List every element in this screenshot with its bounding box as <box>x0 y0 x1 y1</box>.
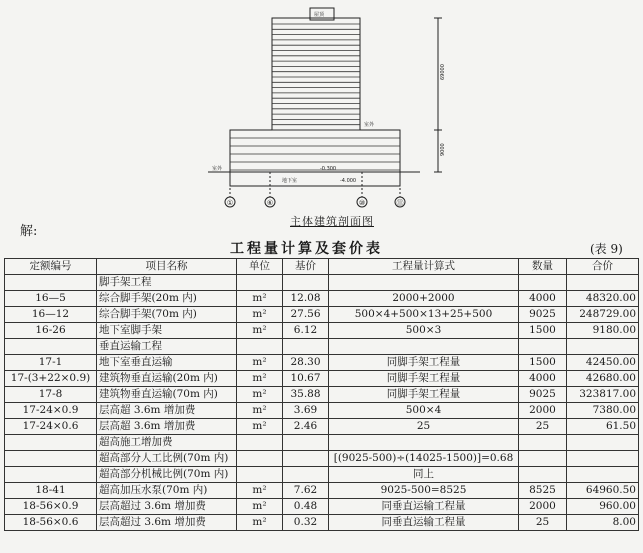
cell-total <box>567 339 639 355</box>
cell-formula: 同脚手架工程量 <box>329 371 519 387</box>
drawing-caption: 主体建筑剖面图 <box>290 215 374 228</box>
cell-formula: 25 <box>329 419 519 435</box>
cell-total: 42680.00 <box>567 371 639 387</box>
cell-price: 7.62 <box>283 483 329 499</box>
cell-code: 16—5 <box>5 291 97 307</box>
cell-name: 建筑物垂直运输(20m 内) <box>97 371 237 387</box>
table-row <box>5 467 639 483</box>
cell-formula: 同上 <box>329 467 519 483</box>
cell-unit <box>237 435 283 451</box>
cell-price: 28.30 <box>283 355 329 371</box>
cell-total: 323817.00 <box>567 387 639 403</box>
cell-unit <box>237 467 283 483</box>
cell-name: 建筑物垂直运输(70m 内) <box>97 387 237 403</box>
table-row <box>5 451 639 467</box>
col-header-formula: 工程量计算式 <box>329 259 519 275</box>
cell-name: 地下室垂直运输 <box>97 355 237 371</box>
cell-qty <box>519 435 567 451</box>
cell-code <box>5 435 97 451</box>
cell-price <box>283 435 329 451</box>
cell-code: 16—12 <box>5 307 97 323</box>
level-a: -0.300 <box>320 166 337 172</box>
cell-code: 17-(3+22×0.9) <box>5 371 97 387</box>
cell-formula: 500×4+500×13+25+500 <box>329 307 519 323</box>
cell-qty <box>519 451 567 467</box>
cell-formula: 同脚手架工程量 <box>329 387 519 403</box>
table-header-row <box>5 259 639 275</box>
cell-formula: 500×4 <box>329 403 519 419</box>
table-row <box>5 483 639 499</box>
table-title: 工程量计算及套价表 <box>230 241 383 257</box>
cell-unit: m² <box>237 323 283 339</box>
col-header-name: 项目名称 <box>97 259 237 275</box>
cell-unit <box>237 275 283 291</box>
cell-total <box>567 451 639 467</box>
cell-total: 9180.00 <box>567 323 639 339</box>
cell-name: 超高施工增加费 <box>97 435 237 451</box>
cell-formula: 9025-500=8525 <box>329 483 519 499</box>
cell-formula <box>329 339 519 355</box>
table-row <box>5 387 639 403</box>
cell-unit: m² <box>237 499 283 515</box>
axis-label-4: ⑪ <box>396 199 404 207</box>
cell-qty: 1500 <box>519 323 567 339</box>
cell-total: 61.50 <box>567 419 639 435</box>
section-drawing <box>0 0 643 215</box>
cell-unit: m² <box>237 419 283 435</box>
cell-unit: m² <box>237 355 283 371</box>
cell-total <box>567 275 639 291</box>
cell-name: 层高超 3.6m 增加费 <box>97 419 237 435</box>
cell-formula <box>329 275 519 291</box>
cell-unit: m² <box>237 291 283 307</box>
cell-total: 248729.00 <box>567 307 639 323</box>
table-row <box>5 323 639 339</box>
cell-unit: m² <box>237 307 283 323</box>
cell-qty <box>519 467 567 483</box>
table-row <box>5 419 639 435</box>
table-number: (表 9) <box>590 242 623 256</box>
cell-price: 27.56 <box>283 307 329 323</box>
cell-qty: 1500 <box>519 355 567 371</box>
cell-name: 层高超过 3.6m 增加费 <box>97 515 237 531</box>
col-header-unit: 单位 <box>237 259 283 275</box>
table-row <box>5 499 639 515</box>
right-dim-upper: 69000 <box>440 64 446 80</box>
cell-price: 35.88 <box>283 387 329 403</box>
table-row <box>5 291 639 307</box>
cell-price: 0.32 <box>283 515 329 531</box>
table-row <box>5 435 639 451</box>
cell-name: 超高部分机械比例(70m 内) <box>97 467 237 483</box>
cell-formula: 同垂直运输工程量 <box>329 515 519 531</box>
cell-qty: 25 <box>519 419 567 435</box>
cell-total <box>567 435 639 451</box>
table-row <box>5 275 639 291</box>
cell-qty: 9025 <box>519 307 567 323</box>
podium-outline <box>230 130 400 172</box>
cell-qty: 25 <box>519 515 567 531</box>
cell-price <box>283 275 329 291</box>
cell-code: 17-8 <box>5 387 97 403</box>
cell-price: 2.46 <box>283 419 329 435</box>
cell-total: 48320.00 <box>567 291 639 307</box>
cell-unit: m² <box>237 515 283 531</box>
podium-label: 室外 <box>364 122 375 128</box>
cell-qty: 4000 <box>519 291 567 307</box>
cell-code: 16-26 <box>5 323 97 339</box>
cell-unit: m² <box>237 387 283 403</box>
cell-total: 7380.00 <box>567 403 639 419</box>
cell-formula <box>329 435 519 451</box>
cell-unit: m² <box>237 371 283 387</box>
basement-outline <box>230 172 400 186</box>
cell-code <box>5 339 97 355</box>
cell-unit <box>237 451 283 467</box>
cell-price <box>283 339 329 355</box>
cell-qty <box>519 339 567 355</box>
table-row <box>5 339 639 355</box>
level-b: -4.000 <box>340 178 357 184</box>
cell-name: 层高超 3.6m 增加费 <box>97 403 237 419</box>
axis-label-2: ⑥ <box>266 199 274 207</box>
cell-name: 层高超过 3.6m 增加费 <box>97 499 237 515</box>
axis-label-1: ① <box>226 199 234 207</box>
cell-name: 脚手架工程 <box>97 275 237 291</box>
table-row <box>5 355 639 371</box>
right-dim-lower: 9000 <box>440 143 446 156</box>
cell-price: 6.12 <box>283 323 329 339</box>
cell-unit: m² <box>237 483 283 499</box>
cell-total: 8.00 <box>567 515 639 531</box>
col-header-price: 基价 <box>283 259 329 275</box>
cell-code <box>5 467 97 483</box>
cell-code: 18-41 <box>5 483 97 499</box>
col-header-total: 合价 <box>567 259 639 275</box>
cell-code: 17-24×0.9 <box>5 403 97 419</box>
cell-total: 42450.00 <box>567 355 639 371</box>
cell-formula: 500×3 <box>329 323 519 339</box>
cell-price <box>283 467 329 483</box>
cell-code <box>5 275 97 291</box>
cell-name: 综合脚手架(70m 内) <box>97 307 237 323</box>
cell-qty: 2000 <box>519 499 567 515</box>
cell-qty: 4000 <box>519 371 567 387</box>
roof-label: 屋顶 <box>314 12 325 18</box>
cell-total: 960.00 <box>567 499 639 515</box>
cell-code: 17-1 <box>5 355 97 371</box>
cell-qty: 8525 <box>519 483 567 499</box>
cell-code: 18-56×0.9 <box>5 499 97 515</box>
cell-code <box>5 451 97 467</box>
col-header-code: 定额编号 <box>5 259 97 275</box>
cell-name: 超高加压水泵(70m 内) <box>97 483 237 499</box>
cell-qty: 2000 <box>519 403 567 419</box>
cell-code: 17-24×0.6 <box>5 419 97 435</box>
cell-name: 地下室脚手架 <box>97 323 237 339</box>
table-row <box>5 307 639 323</box>
cell-unit: m² <box>237 403 283 419</box>
cell-name: 综合脚手架(20m 内) <box>97 291 237 307</box>
cell-name: 垂直运输工程 <box>97 339 237 355</box>
axis-label-3: ⑩ <box>358 199 366 207</box>
cell-formula: 2000+2000 <box>329 291 519 307</box>
cell-price: 3.69 <box>283 403 329 419</box>
cell-name: 超高部分人工比例(70m 内) <box>97 451 237 467</box>
cell-price: 10.67 <box>283 371 329 387</box>
cell-total: 64960.50 <box>567 483 639 499</box>
basement-label: 地下室 <box>282 178 298 184</box>
cell-price: 0.48 <box>283 499 329 515</box>
left-label: 室外 <box>212 166 223 172</box>
solution-label: 解: <box>20 224 38 239</box>
col-header-qty: 数量 <box>519 259 567 275</box>
cell-formula: 同脚手架工程量 <box>329 355 519 371</box>
cell-unit <box>237 339 283 355</box>
cell-qty <box>519 275 567 291</box>
cell-price: 12.08 <box>283 291 329 307</box>
cell-price <box>283 451 329 467</box>
cell-qty: 9025 <box>519 387 567 403</box>
cell-formula: 同垂直运输工程量 <box>329 499 519 515</box>
quantity-price-table <box>4 258 639 531</box>
table-row <box>5 403 639 419</box>
cell-total <box>567 467 639 483</box>
table-row <box>5 515 639 531</box>
table-row <box>5 371 639 387</box>
cell-code: 18-56×0.6 <box>5 515 97 531</box>
cell-formula: [(9025-500)÷(14025-1500)]=0.68 <box>329 451 519 467</box>
